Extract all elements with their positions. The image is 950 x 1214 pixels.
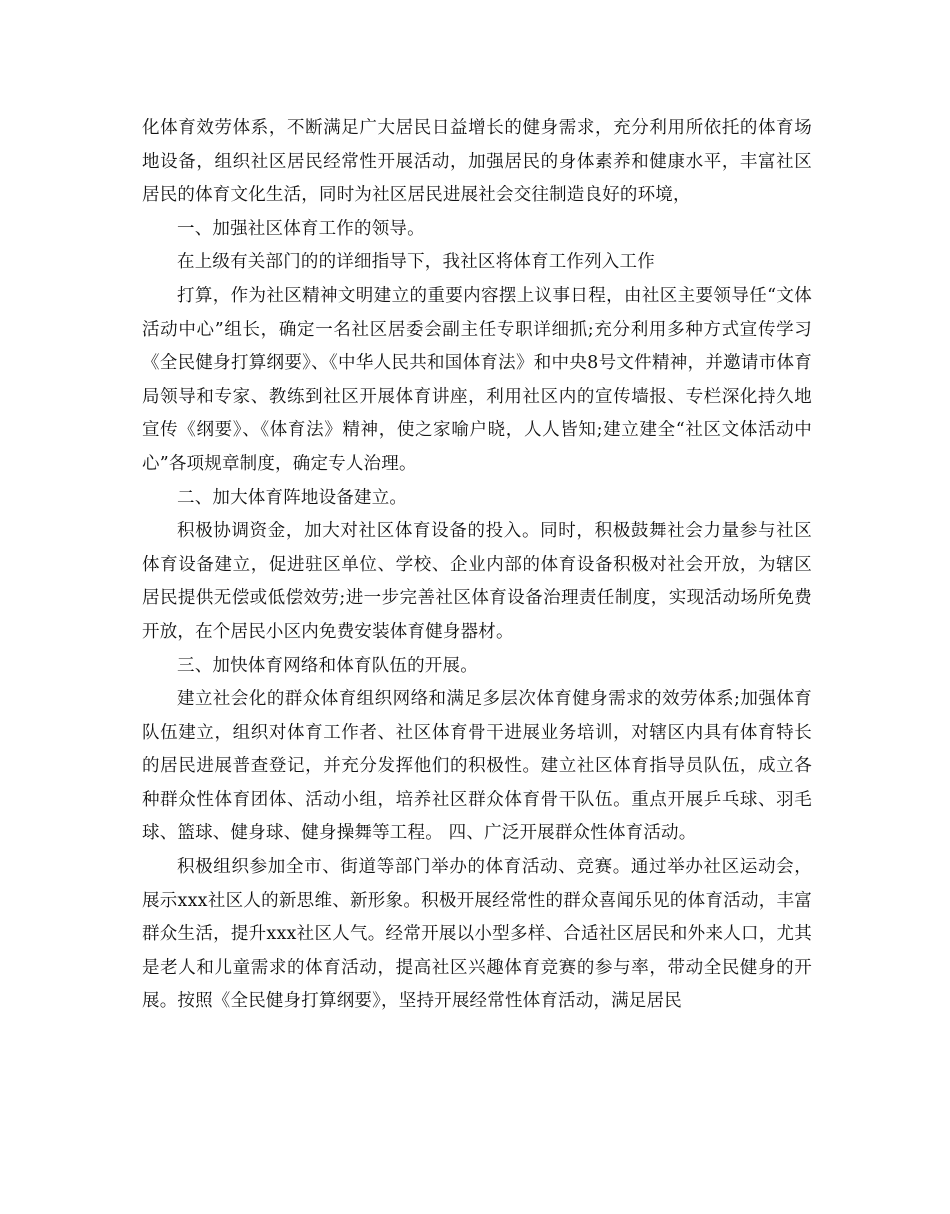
paragraph-3: 打算，作为社区精神文明建立的重要内容摆上议事日程，由社区主要领导任“文体活动中心”组长，确定一名社区居委会副主任专职详细抓;充分利用多种方式宣传学习《全民健身打算纲要》、《中华人民共和国体育法》和中央8号文件精神，并邀请市体育局领导和专家、教练到社区开展体育讲座，利用社区内的宣传墙报、专栏深化持久地宣传《纲要》、《体育法》精神，使之家喻户晓，人人皆知;建立建全“社区文体活动中心”各项规章制度，确定专人治理。 bbox=[142, 285, 812, 474]
document-body bbox=[142, 112, 812, 1019]
paragraph-1: 化体育效劳体系，不断满足广大居民日益增长的健身需求，充分利用所依托的体育场地设备，组织社区居民经常性开展活动，加强居民的身体素养和健康水平，丰富社区居民的体育文化生活，同时为社区居民进展社会交往制造良好的环境， bbox=[142, 118, 812, 206]
section-heading-1: 一、加强社区体育工作的领导。 bbox=[177, 218, 425, 239]
paragraph-6: 积极组织参加全市、街道等部门举办的体育活动、竞赛。通过举办社区运动会，展示xxx社区人的新思维、新形象。积极开展经常性的群众喜闻乐见的体育活动，丰富群众生活，提升xxx社区人气。经常开展以小型多样、合适社区居民和外来人口，尤其是老人和儿童需求的体育活动，提高社区兴趣体育竞赛的参与率，带动全民健身的开展。按照《全民健身打算纲要》，坚持开展经常性体育活动，满足居民 bbox=[142, 857, 812, 1012]
paragraph-5: 建立社会化的群众体育组织网络和满足多层次体育健身需求的效劳体系;加强体育队伍建立，组织对体育工作者、社区体育骨干进展业务培训，对辖区内具有体育特长的居民进展普查登记，并充分发挥他们的积极性。建立社区体育指导员队伍，成立各种群众性体育团体、活动小组，培养社区群众体育骨干队伍。重点开展乒乓球、羽毛球、篮球、健身球、健身操舞等工程。 四、广泛开展群众性体育活动。 bbox=[142, 689, 812, 844]
section-heading-3: 三、加快体育网络和体育队伍的开展。 bbox=[177, 655, 478, 676]
paragraph-2: 在上级有关部门的的详细指导下，我社区将体育工作列入工作 bbox=[177, 252, 655, 273]
section-heading-2: 二、加大体育阵地设备建立。 bbox=[177, 487, 408, 508]
paragraph-4: 积极协调资金，加大对社区体育设备的投入。同时，积极鼓舞社会力量参与社区体育设备建立，促进驻区单位、学校、企业内部的体育设备积极对社会开放，为辖区居民提供无偿或低偿效劳;进一步完善社区体育设备治理责任制度，实现活动场所免费开放，在个居民小区内免费安装体育健身器材。 bbox=[142, 521, 812, 642]
